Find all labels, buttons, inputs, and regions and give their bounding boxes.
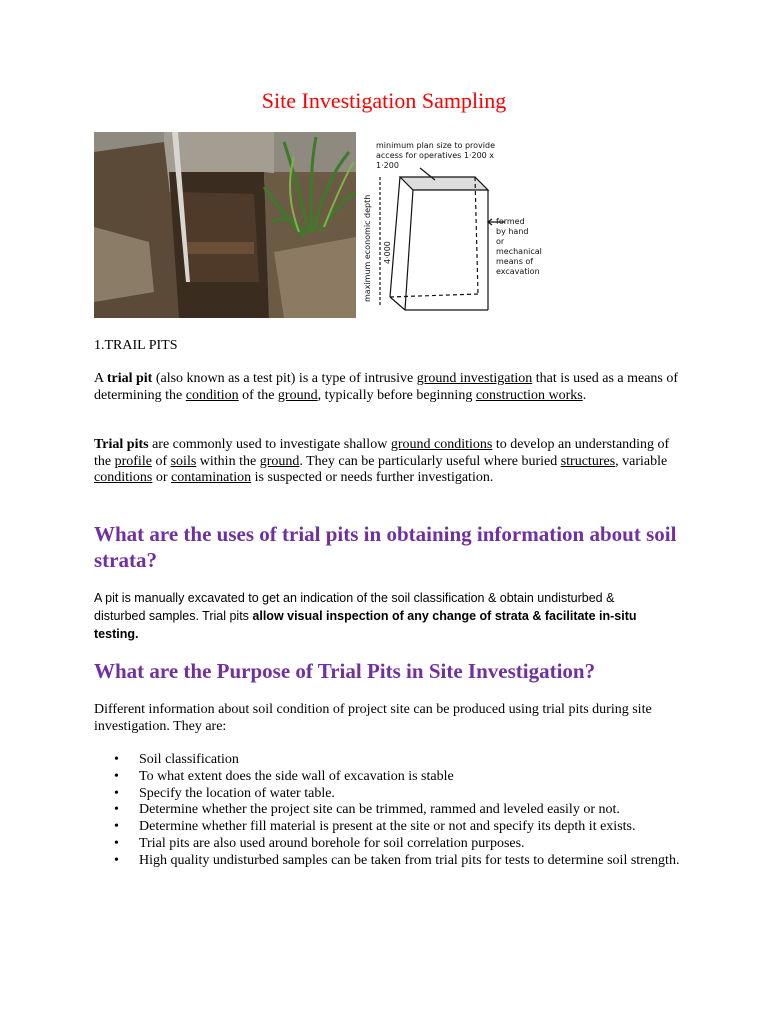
diagram-side-label-3: or xyxy=(496,237,505,246)
diagram-top-label-1: minimum plan size to provide xyxy=(376,141,495,150)
heading-purpose-of-trial-pits: What are the Purpose of Trial Pits in Site Investigation? xyxy=(94,659,596,683)
list-item: • Trial pits are also used around borehole for soil correlation purposes. xyxy=(139,836,684,853)
trial-pit-photo xyxy=(94,132,356,318)
diagram-top-label-2: access for operatives 1·200 x xyxy=(376,151,495,160)
diagram-depth-label: maximum economic depth xyxy=(363,194,372,302)
paragraph-trial-pit-uses: Trial pits are commonly used to investigate shallow ground conditions to develop an understanding of the profile of soils within the ground. They can be particularly useful where buried structures, variable conditions or contamination is suspected or needs further investigation. xyxy=(94,437,670,485)
purpose-list xyxy=(94,752,684,870)
diagram-side-label-5: means of xyxy=(496,257,534,266)
page-title: Site Investigation Sampling xyxy=(261,88,507,113)
link-soils[interactable]: soils xyxy=(170,453,197,469)
paragraph-purpose-intro: Different information about soil condition of project site can be produced using trial pits during site investigation. They are: xyxy=(94,702,652,734)
diagram-side-label-4: mechanical xyxy=(496,247,542,256)
paragraph-trial-pit-definition: A trial pit (also known as a test pit) is a type of intrusive ground investigation that is used as a means of determining the condition of the ground, typically before beginning construction works. xyxy=(94,371,679,403)
link-contamination[interactable]: contamination xyxy=(171,470,252,485)
paragraph-pit-excavation: A pit is manually excavated to get an indication of the soil classification & obtain undisturbed & disturbed samples. Trial pits allow visual inspection of any change of strata & facilitate in-situ testing. xyxy=(94,591,637,641)
link-construction-works[interactable]: construction works xyxy=(475,387,583,403)
link-conditions[interactable]: conditions xyxy=(94,470,153,485)
link-ground[interactable]: ground xyxy=(277,387,318,403)
link-ground-investigation[interactable]: ground investigation xyxy=(416,371,533,386)
list-item: • High quality undisturbed samples can be taken from trial pits for tests to determine soil strength. xyxy=(139,853,684,870)
link-ground-conditions[interactable]: ground conditions xyxy=(390,437,493,452)
list-item: • Specify the location of water table. xyxy=(139,786,684,803)
section-heading-trail-pits: 1.TRAIL PITS xyxy=(94,338,178,353)
diagram-side-label-2: by hand xyxy=(496,227,529,236)
list-item: • Determine whether fill material is present at the site or not and specify its depth it exists. xyxy=(139,819,684,836)
trial-pit-diagram xyxy=(360,132,560,320)
link-condition[interactable]: condition xyxy=(185,387,239,403)
list-item: • Soil classification xyxy=(139,752,684,769)
diagram-depth-value: 4·000 xyxy=(383,241,392,264)
link-profile[interactable]: profile xyxy=(114,453,152,469)
link-structures[interactable]: structures xyxy=(560,453,616,469)
diagram-side-label-6: excavation xyxy=(496,267,540,276)
heading-uses-of-trial-pits: What are the uses of trial pits in obtaining information about soil strata? xyxy=(94,522,677,572)
diagram-side-label-1: formed xyxy=(496,217,525,226)
list-item: • Determine whether the project site can be trimmed, rammed and leveled easily or not. xyxy=(139,802,684,819)
link-ground-2[interactable]: ground xyxy=(259,453,300,469)
diagram-top-label-3: 1·200 xyxy=(376,161,399,170)
list-item: • To what extent does the side wall of excavation is stable xyxy=(139,769,684,786)
